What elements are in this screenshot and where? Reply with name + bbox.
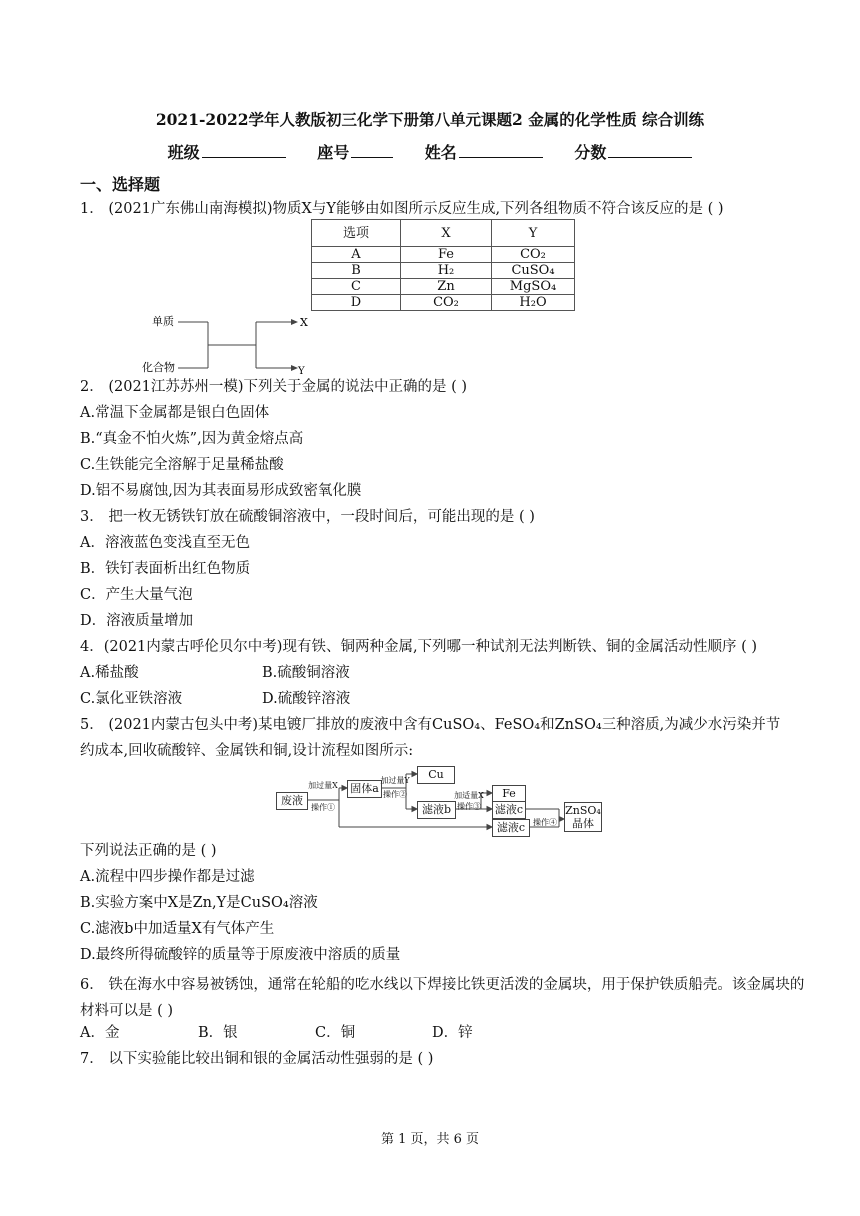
diagram-label-elemental: 单质 <box>152 315 174 328</box>
reaction-diagram <box>138 310 318 376</box>
flow-label-op3: 操作③ <box>457 802 481 811</box>
q3-option-c[interactable]: C．产生大量气泡 <box>80 587 193 603</box>
flow-label-step3: 加适量X <box>454 791 484 800</box>
q4-stem: 4．(2021内蒙古呼伦贝尔中考)现有铁、铜两种金属,下列哪一种试剂无法判断铁、铜的金属活动性顺序 ( ) <box>80 639 758 655</box>
q5-stem-line2: 约成本,回收硫酸锌、金属铁和铜,设计流程如图所示: <box>80 743 414 759</box>
flow-label-op4: 操作④ <box>533 818 557 827</box>
student-info-line <box>0 140 860 163</box>
flow-box-solid-a: 固体a <box>347 780 382 798</box>
flow-box-cu: Cu <box>417 766 455 784</box>
flow-box-filtrate-c-upper: 滤液c <box>492 801 526 819</box>
q2-option-c[interactable]: C.生铁能完全溶解于足量稀盐酸 <box>80 457 284 473</box>
q2-option-b[interactable]: B.“真金不怕火炼”,因为黄金熔点高 <box>80 431 304 447</box>
q4-option-b[interactable]: B.硫酸铜溶液 <box>262 665 350 681</box>
q6-option-d[interactable]: D．锌 <box>432 1025 473 1041</box>
table-cell: MgSO₄ <box>492 279 575 295</box>
table-row <box>312 279 575 295</box>
q2-stem: 2． (2021江苏苏州一模)下列关于金属的说法中正确的是 ( ) <box>80 379 468 395</box>
section-title: 一、选择题 <box>80 175 161 194</box>
q6-option-b[interactable]: B．银 <box>198 1025 238 1041</box>
table-cell: D <box>312 295 401 311</box>
flow-box-waste: 废液 <box>276 792 308 810</box>
class-label: 班级 <box>167 143 200 162</box>
flow-label-op1: 操作① <box>311 803 335 812</box>
name-blank[interactable] <box>459 143 543 158</box>
seat-blank[interactable] <box>351 143 393 158</box>
flow-label-op2: 操作② <box>383 790 407 799</box>
table-cell: CO₂ <box>401 295 492 311</box>
q4-option-d[interactable]: D.硫酸锌溶液 <box>262 691 351 707</box>
q1-table-header: X <box>401 220 492 247</box>
table-cell: H₂O <box>492 295 575 311</box>
flow-text-znso4: ZnSO₄ <box>565 804 601 817</box>
q6-option-c[interactable]: C．铜 <box>315 1025 356 1041</box>
q1-table-header: 选项 <box>312 220 401 247</box>
q3-option-a[interactable]: A．溶液蓝色变浅直至无色 <box>80 535 250 551</box>
flow-label-step2: 加过量Y <box>380 776 410 785</box>
flow-box-filtrate-c-lower: 滤液c <box>492 819 530 837</box>
q1-table <box>311 219 575 311</box>
q6-option-a[interactable]: A．金 <box>80 1025 120 1041</box>
table-cell: B <box>312 263 401 279</box>
table-cell: A <box>312 247 401 263</box>
table-row <box>312 247 575 263</box>
q5-option-a[interactable]: A.流程中四步操作都是过滤 <box>80 869 255 885</box>
q5-option-b[interactable]: B.实验方案中X是Zn,Y是CuSO₄溶液 <box>80 895 318 911</box>
class-blank[interactable] <box>202 143 286 158</box>
q5-option-c[interactable]: C.滤液b中加适量X有气体产生 <box>80 921 275 937</box>
table-row <box>312 263 575 279</box>
q4-option-a[interactable]: A.稀盐酸 <box>80 665 139 681</box>
score-blank[interactable] <box>608 143 692 158</box>
table-cell: Fe <box>401 247 492 263</box>
table-cell: C <box>312 279 401 295</box>
score-label: 分数 <box>574 143 607 162</box>
flow-label-step1: 加过量X <box>308 781 338 790</box>
page-footer: 第 1 页，共 6 页 <box>380 1132 480 1147</box>
q5-prompt: 下列说法正确的是 ( ) <box>80 843 217 859</box>
q5-option-d[interactable]: D.最终所得硫酸锌的质量等于原废液中溶质的质量 <box>80 947 401 963</box>
flow-text-crystal: 晶体 <box>572 817 594 830</box>
table-cell: Zn <box>401 279 492 295</box>
q1-stem: 1． (2021广东佛山南海模拟)物质X与Y能够由如图所示反应生成,下列各组物质不符合该反应的是 ( ) <box>80 201 724 217</box>
q6-stem: 6． 铁在海水中容易被锈蚀，通常在轮船的吃水线以下焊接比铁更活泼的金属块，用于保护铁质船壳。该金属块的材料可以是 ( ) <box>80 977 805 1019</box>
q2-option-d[interactable]: D.铝不易腐蚀,因为其表面易形成致密氧化膜 <box>80 483 362 499</box>
table-row <box>312 295 575 311</box>
flow-box-filtrate-b: 滤液b <box>417 801 456 819</box>
diagram-label-x: X <box>300 316 308 329</box>
q7-stem: 7． 以下实验能比较出铜和银的金属活动性强弱的是 ( ) <box>80 1051 434 1067</box>
q5-stem-line1: 5． (2021内蒙古包头中考)某电镀厂排放的废液中含有CuSO₄、FeSO₄和ZnSO₄三种溶质,为减少水污染并节 <box>80 717 781 733</box>
flow-chart <box>276 764 616 836</box>
table-cell: CO₂ <box>492 247 575 263</box>
page-title: 2021-2022学年人教版初三化学下册第八单元课题2 金属的化学性质 综合训练 <box>155 110 705 129</box>
q3-option-d[interactable]: D．溶液质量增加 <box>80 613 194 629</box>
flow-box-fe: Fe <box>492 785 526 803</box>
diagram-label-compound: 化合物 <box>142 361 175 374</box>
flow-box-znso4-crystal <box>564 802 602 832</box>
name-label: 姓名 <box>424 143 457 162</box>
q2-option-a[interactable]: A.常温下金属都是银白色固体 <box>80 405 270 421</box>
q3-option-b[interactable]: B．铁钉表面析出红色物质 <box>80 561 251 577</box>
table-cell: H₂ <box>401 263 492 279</box>
q4-option-c[interactable]: C.氯化亚铁溶液 <box>80 691 183 707</box>
q3-stem: 3． 把一枚无锈铁钉放在硫酸铜溶液中，一段时间后，可能出现的是 ( ) <box>80 509 535 525</box>
q1-table-header: Y <box>492 220 575 247</box>
table-cell: CuSO₄ <box>492 263 575 279</box>
diagram-label-y: Y <box>298 366 305 376</box>
seat-label: 座号 <box>317 143 350 162</box>
